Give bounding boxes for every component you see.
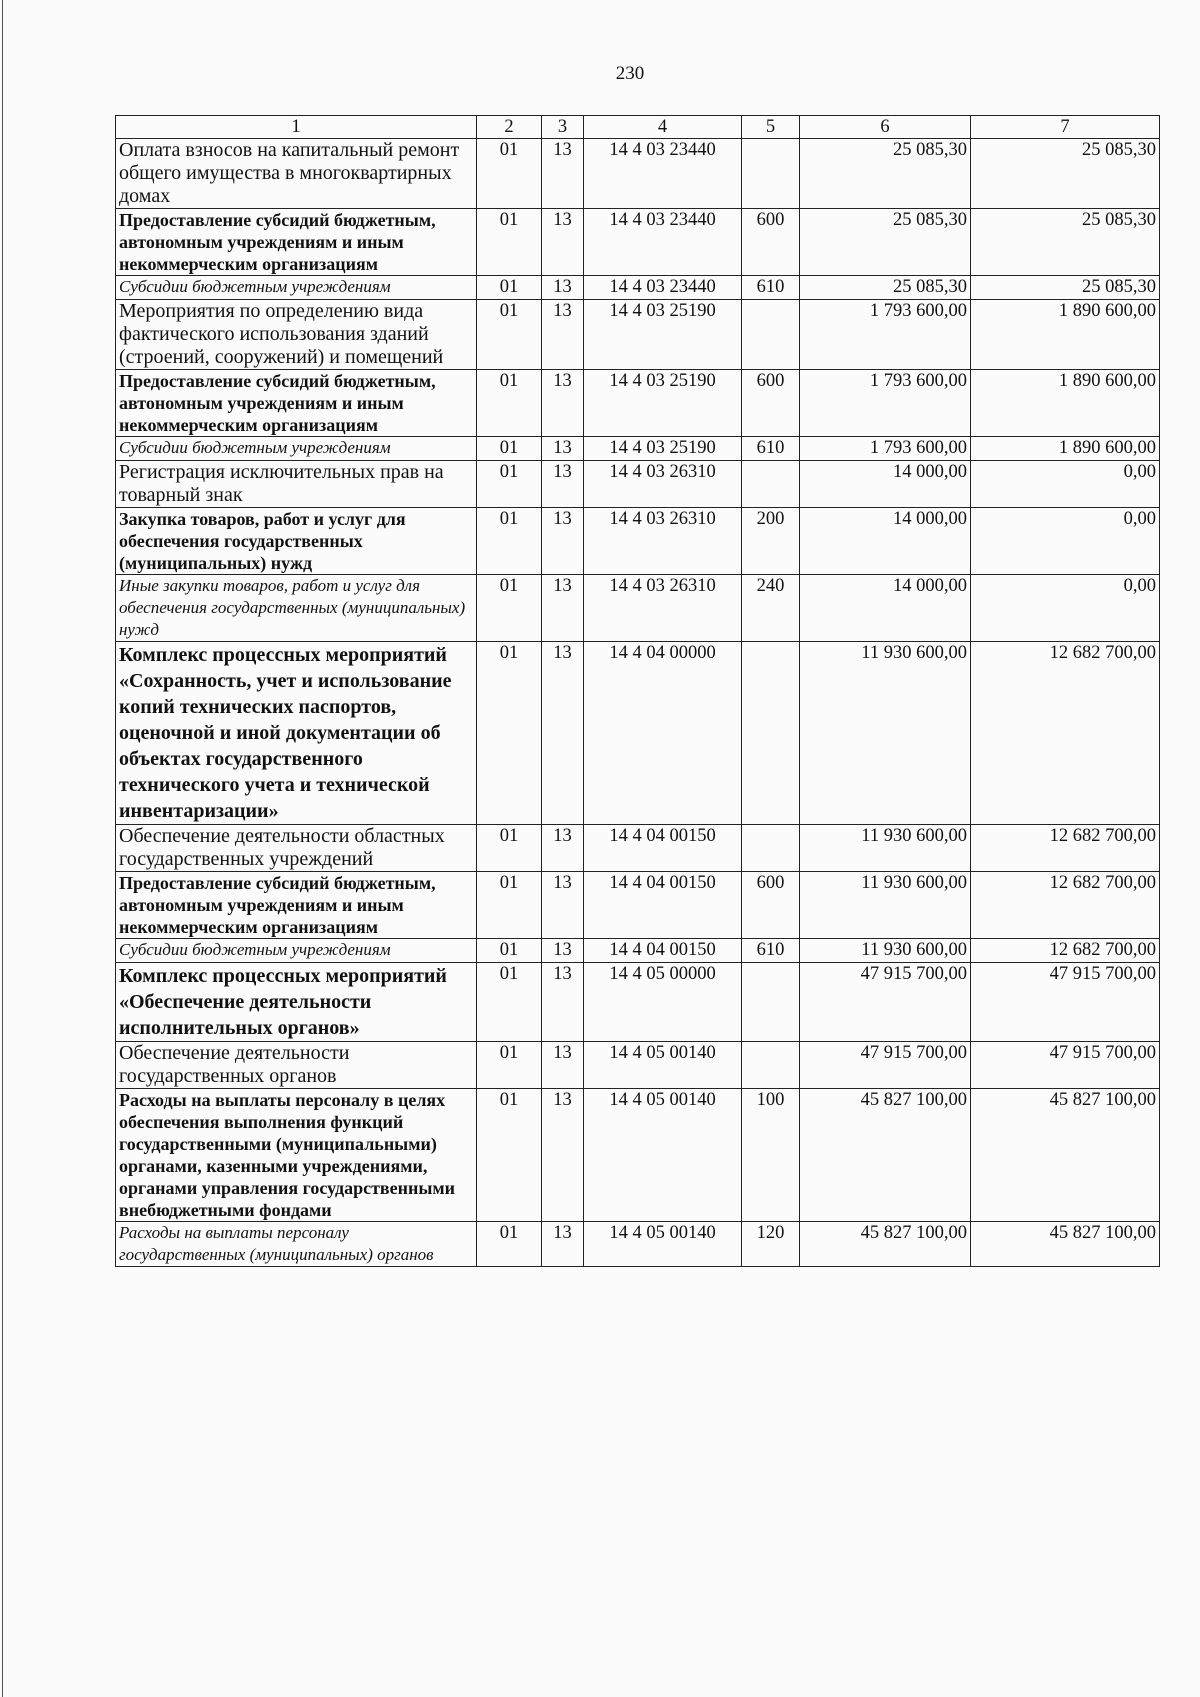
amount-year2-cell: 1 890 600,00 — [971, 437, 1160, 461]
table-row — [116, 139, 1160, 209]
subsection-cell: 13 — [542, 276, 584, 300]
amount-year2-cell: 12 682 700,00 — [971, 825, 1160, 872]
name-cell: Предоставление субсидий бюджетным, автономным учреждениям и иным некоммерческим организациям — [116, 370, 477, 437]
table-row — [116, 1089, 1160, 1222]
subsection-cell: 13 — [542, 209, 584, 276]
target-article-cell: 14 4 04 00150 — [584, 872, 742, 939]
name-cell: Мероприятия по определению вида фактического использования зданий (строений, сооружений) и помещений — [116, 300, 477, 370]
amount-year2-cell: 45 827 100,00 — [971, 1222, 1160, 1267]
name-cell: Комплекс процессных мероприятий «Сохранность, учет и использование копий технических паспортов, оценочной и иной документации об объектах государственного технического учета и технической инвентаризации» — [116, 642, 477, 825]
expense-type-cell: 610 — [742, 437, 800, 461]
header-col-5: 5 — [742, 116, 800, 139]
amount-year2-cell: 0,00 — [971, 575, 1160, 642]
name-cell: Предоставление субсидий бюджетным, автономным учреждениям и иным некоммерческим организациям — [116, 872, 477, 939]
amount-year2-cell: 1 890 600,00 — [971, 300, 1160, 370]
table-row — [116, 461, 1160, 508]
target-article-cell: 14 4 03 26310 — [584, 461, 742, 508]
expense-type-cell — [742, 139, 800, 209]
name-cell: Субсидии бюджетным учреждениям — [116, 939, 477, 963]
amount-year1-cell: 1 793 600,00 — [800, 300, 971, 370]
amount-year1-cell: 1 793 600,00 — [800, 437, 971, 461]
name-cell: Расходы на выплаты персоналу в целях обеспечения выполнения функций государственными (муниципальными) органами, казенными учреждениями, органами управления государственными внебюджетными фондами — [116, 1089, 477, 1222]
amount-year1-cell: 11 930 600,00 — [800, 642, 971, 825]
name-cell: Оплата взносов на капитальный ремонт общего имущества в многоквартирных домах — [116, 139, 477, 209]
subsection-cell: 13 — [542, 1042, 584, 1089]
section-cell: 01 — [477, 276, 542, 300]
expense-type-cell: 610 — [742, 276, 800, 300]
amount-year2-cell: 47 915 700,00 — [971, 1042, 1160, 1089]
expense-type-cell: 200 — [742, 508, 800, 575]
page-number: 230 — [615, 63, 645, 84]
amount-year2-cell: 0,00 — [971, 508, 1160, 575]
table-row — [116, 642, 1160, 825]
table-row — [116, 1222, 1160, 1267]
table-row — [116, 1042, 1160, 1089]
amount-year2-cell: 25 085,30 — [971, 276, 1160, 300]
name-cell: Регистрация исключительных прав на товарный знак — [116, 461, 477, 508]
amount-year1-cell: 25 085,30 — [800, 209, 971, 276]
target-article-cell: 14 4 03 25190 — [584, 370, 742, 437]
table-row — [116, 939, 1160, 963]
header-col-1: 1 — [116, 116, 477, 139]
expense-type-cell — [742, 1042, 800, 1089]
table-row — [116, 963, 1160, 1042]
subsection-cell: 13 — [542, 872, 584, 939]
section-cell: 01 — [477, 1089, 542, 1222]
expense-type-cell: 600 — [742, 209, 800, 276]
section-cell: 01 — [477, 437, 542, 461]
target-article-cell: 14 4 05 00140 — [584, 1089, 742, 1222]
expense-type-cell — [742, 461, 800, 508]
amount-year1-cell: 25 085,30 — [800, 276, 971, 300]
expense-type-cell: 100 — [742, 1089, 800, 1222]
section-cell: 01 — [477, 642, 542, 825]
section-cell: 01 — [477, 575, 542, 642]
budget-table — [115, 115, 1160, 1267]
amount-year1-cell: 25 085,30 — [800, 139, 971, 209]
table-row — [116, 370, 1160, 437]
target-article-cell: 14 4 03 23440 — [584, 276, 742, 300]
subsection-cell: 13 — [542, 575, 584, 642]
subsection-cell: 13 — [542, 642, 584, 825]
target-article-cell: 14 4 03 23440 — [584, 209, 742, 276]
section-cell: 01 — [477, 1042, 542, 1089]
expense-type-cell — [742, 825, 800, 872]
target-article-cell: 14 4 03 25190 — [584, 300, 742, 370]
subsection-cell: 13 — [542, 139, 584, 209]
table-row — [116, 300, 1160, 370]
amount-year1-cell: 11 930 600,00 — [800, 825, 971, 872]
amount-year2-cell: 45 827 100,00 — [971, 1089, 1160, 1222]
name-cell: Обеспечение деятельности государственных органов — [116, 1042, 477, 1089]
amount-year1-cell: 45 827 100,00 — [800, 1089, 971, 1222]
amount-year2-cell: 1 890 600,00 — [971, 370, 1160, 437]
target-article-cell: 14 4 04 00150 — [584, 939, 742, 963]
table-row — [116, 825, 1160, 872]
section-cell: 01 — [477, 825, 542, 872]
header-col-3: 3 — [542, 116, 584, 139]
expense-type-cell — [742, 963, 800, 1042]
header-col-4: 4 — [584, 116, 742, 139]
section-cell: 01 — [477, 872, 542, 939]
target-article-cell: 14 4 03 26310 — [584, 508, 742, 575]
expense-type-cell: 610 — [742, 939, 800, 963]
subsection-cell: 13 — [542, 939, 584, 963]
amount-year2-cell: 25 085,30 — [971, 209, 1160, 276]
section-cell: 01 — [477, 370, 542, 437]
name-cell: Закупка товаров, работ и услуг для обеспечения государственных (муниципальных) нужд — [116, 508, 477, 575]
amount-year1-cell: 14 000,00 — [800, 575, 971, 642]
subsection-cell: 13 — [542, 300, 584, 370]
name-cell: Расходы на выплаты персоналу государственных (муниципальных) органов — [116, 1222, 477, 1267]
expense-type-cell: 240 — [742, 575, 800, 642]
subsection-cell: 13 — [542, 508, 584, 575]
header-col-2: 2 — [477, 116, 542, 139]
amount-year2-cell: 12 682 700,00 — [971, 872, 1160, 939]
target-article-cell: 14 4 04 00000 — [584, 642, 742, 825]
table-row — [116, 276, 1160, 300]
subsection-cell: 13 — [542, 963, 584, 1042]
section-cell: 01 — [477, 1222, 542, 1267]
amount-year2-cell: 12 682 700,00 — [971, 939, 1160, 963]
expense-type-cell: 600 — [742, 872, 800, 939]
amount-year2-cell: 0,00 — [971, 461, 1160, 508]
target-article-cell: 14 4 05 00000 — [584, 963, 742, 1042]
table-row — [116, 437, 1160, 461]
section-cell: 01 — [477, 300, 542, 370]
header-col-6: 6 — [800, 116, 971, 139]
expense-type-cell: 600 — [742, 370, 800, 437]
target-article-cell: 14 4 04 00150 — [584, 825, 742, 872]
section-cell: 01 — [477, 139, 542, 209]
section-cell: 01 — [477, 939, 542, 963]
expense-type-cell: 120 — [742, 1222, 800, 1267]
section-cell: 01 — [477, 508, 542, 575]
amount-year1-cell: 14 000,00 — [800, 461, 971, 508]
table-row — [116, 209, 1160, 276]
table-header-row — [116, 116, 1160, 139]
subsection-cell: 13 — [542, 437, 584, 461]
name-cell: Иные закупки товаров, работ и услуг для обеспечения государственных (муниципальных) нужд — [116, 575, 477, 642]
subsection-cell: 13 — [542, 1089, 584, 1222]
header-col-7: 7 — [971, 116, 1160, 139]
target-article-cell: 14 4 03 23440 — [584, 139, 742, 209]
subsection-cell: 13 — [542, 370, 584, 437]
table-row — [116, 508, 1160, 575]
amount-year1-cell: 1 793 600,00 — [800, 370, 971, 437]
subsection-cell: 13 — [542, 461, 584, 508]
amount-year1-cell: 14 000,00 — [800, 508, 971, 575]
amount-year2-cell: 12 682 700,00 — [971, 642, 1160, 825]
amount-year2-cell: 25 085,30 — [971, 139, 1160, 209]
table-row — [116, 575, 1160, 642]
name-cell: Предоставление субсидий бюджетным, автономным учреждениям и иным некоммерческим организациям — [116, 209, 477, 276]
target-article-cell: 14 4 05 00140 — [584, 1222, 742, 1267]
subsection-cell: 13 — [542, 825, 584, 872]
name-cell: Субсидии бюджетным учреждениям — [116, 276, 477, 300]
subsection-cell: 13 — [542, 1222, 584, 1267]
name-cell: Комплекс процессных мероприятий «Обеспечение деятельности исполнительных органов» — [116, 963, 477, 1042]
amount-year2-cell: 47 915 700,00 — [971, 963, 1160, 1042]
amount-year1-cell: 11 930 600,00 — [800, 939, 971, 963]
amount-year1-cell: 47 915 700,00 — [800, 963, 971, 1042]
amount-year1-cell: 47 915 700,00 — [800, 1042, 971, 1089]
table-body — [116, 139, 1160, 1267]
expense-type-cell — [742, 642, 800, 825]
amount-year1-cell: 11 930 600,00 — [800, 872, 971, 939]
name-cell: Обеспечение деятельности областных государственных учреждений — [116, 825, 477, 872]
target-article-cell: 14 4 03 26310 — [584, 575, 742, 642]
section-cell: 01 — [477, 963, 542, 1042]
expense-type-cell — [742, 300, 800, 370]
amount-year1-cell: 45 827 100,00 — [800, 1222, 971, 1267]
scan-edge-line — [2, 0, 3, 1697]
section-cell: 01 — [477, 209, 542, 276]
table-row — [116, 872, 1160, 939]
target-article-cell: 14 4 03 25190 — [584, 437, 742, 461]
name-cell: Субсидии бюджетным учреждениям — [116, 437, 477, 461]
section-cell: 01 — [477, 461, 542, 508]
target-article-cell: 14 4 05 00140 — [584, 1042, 742, 1089]
